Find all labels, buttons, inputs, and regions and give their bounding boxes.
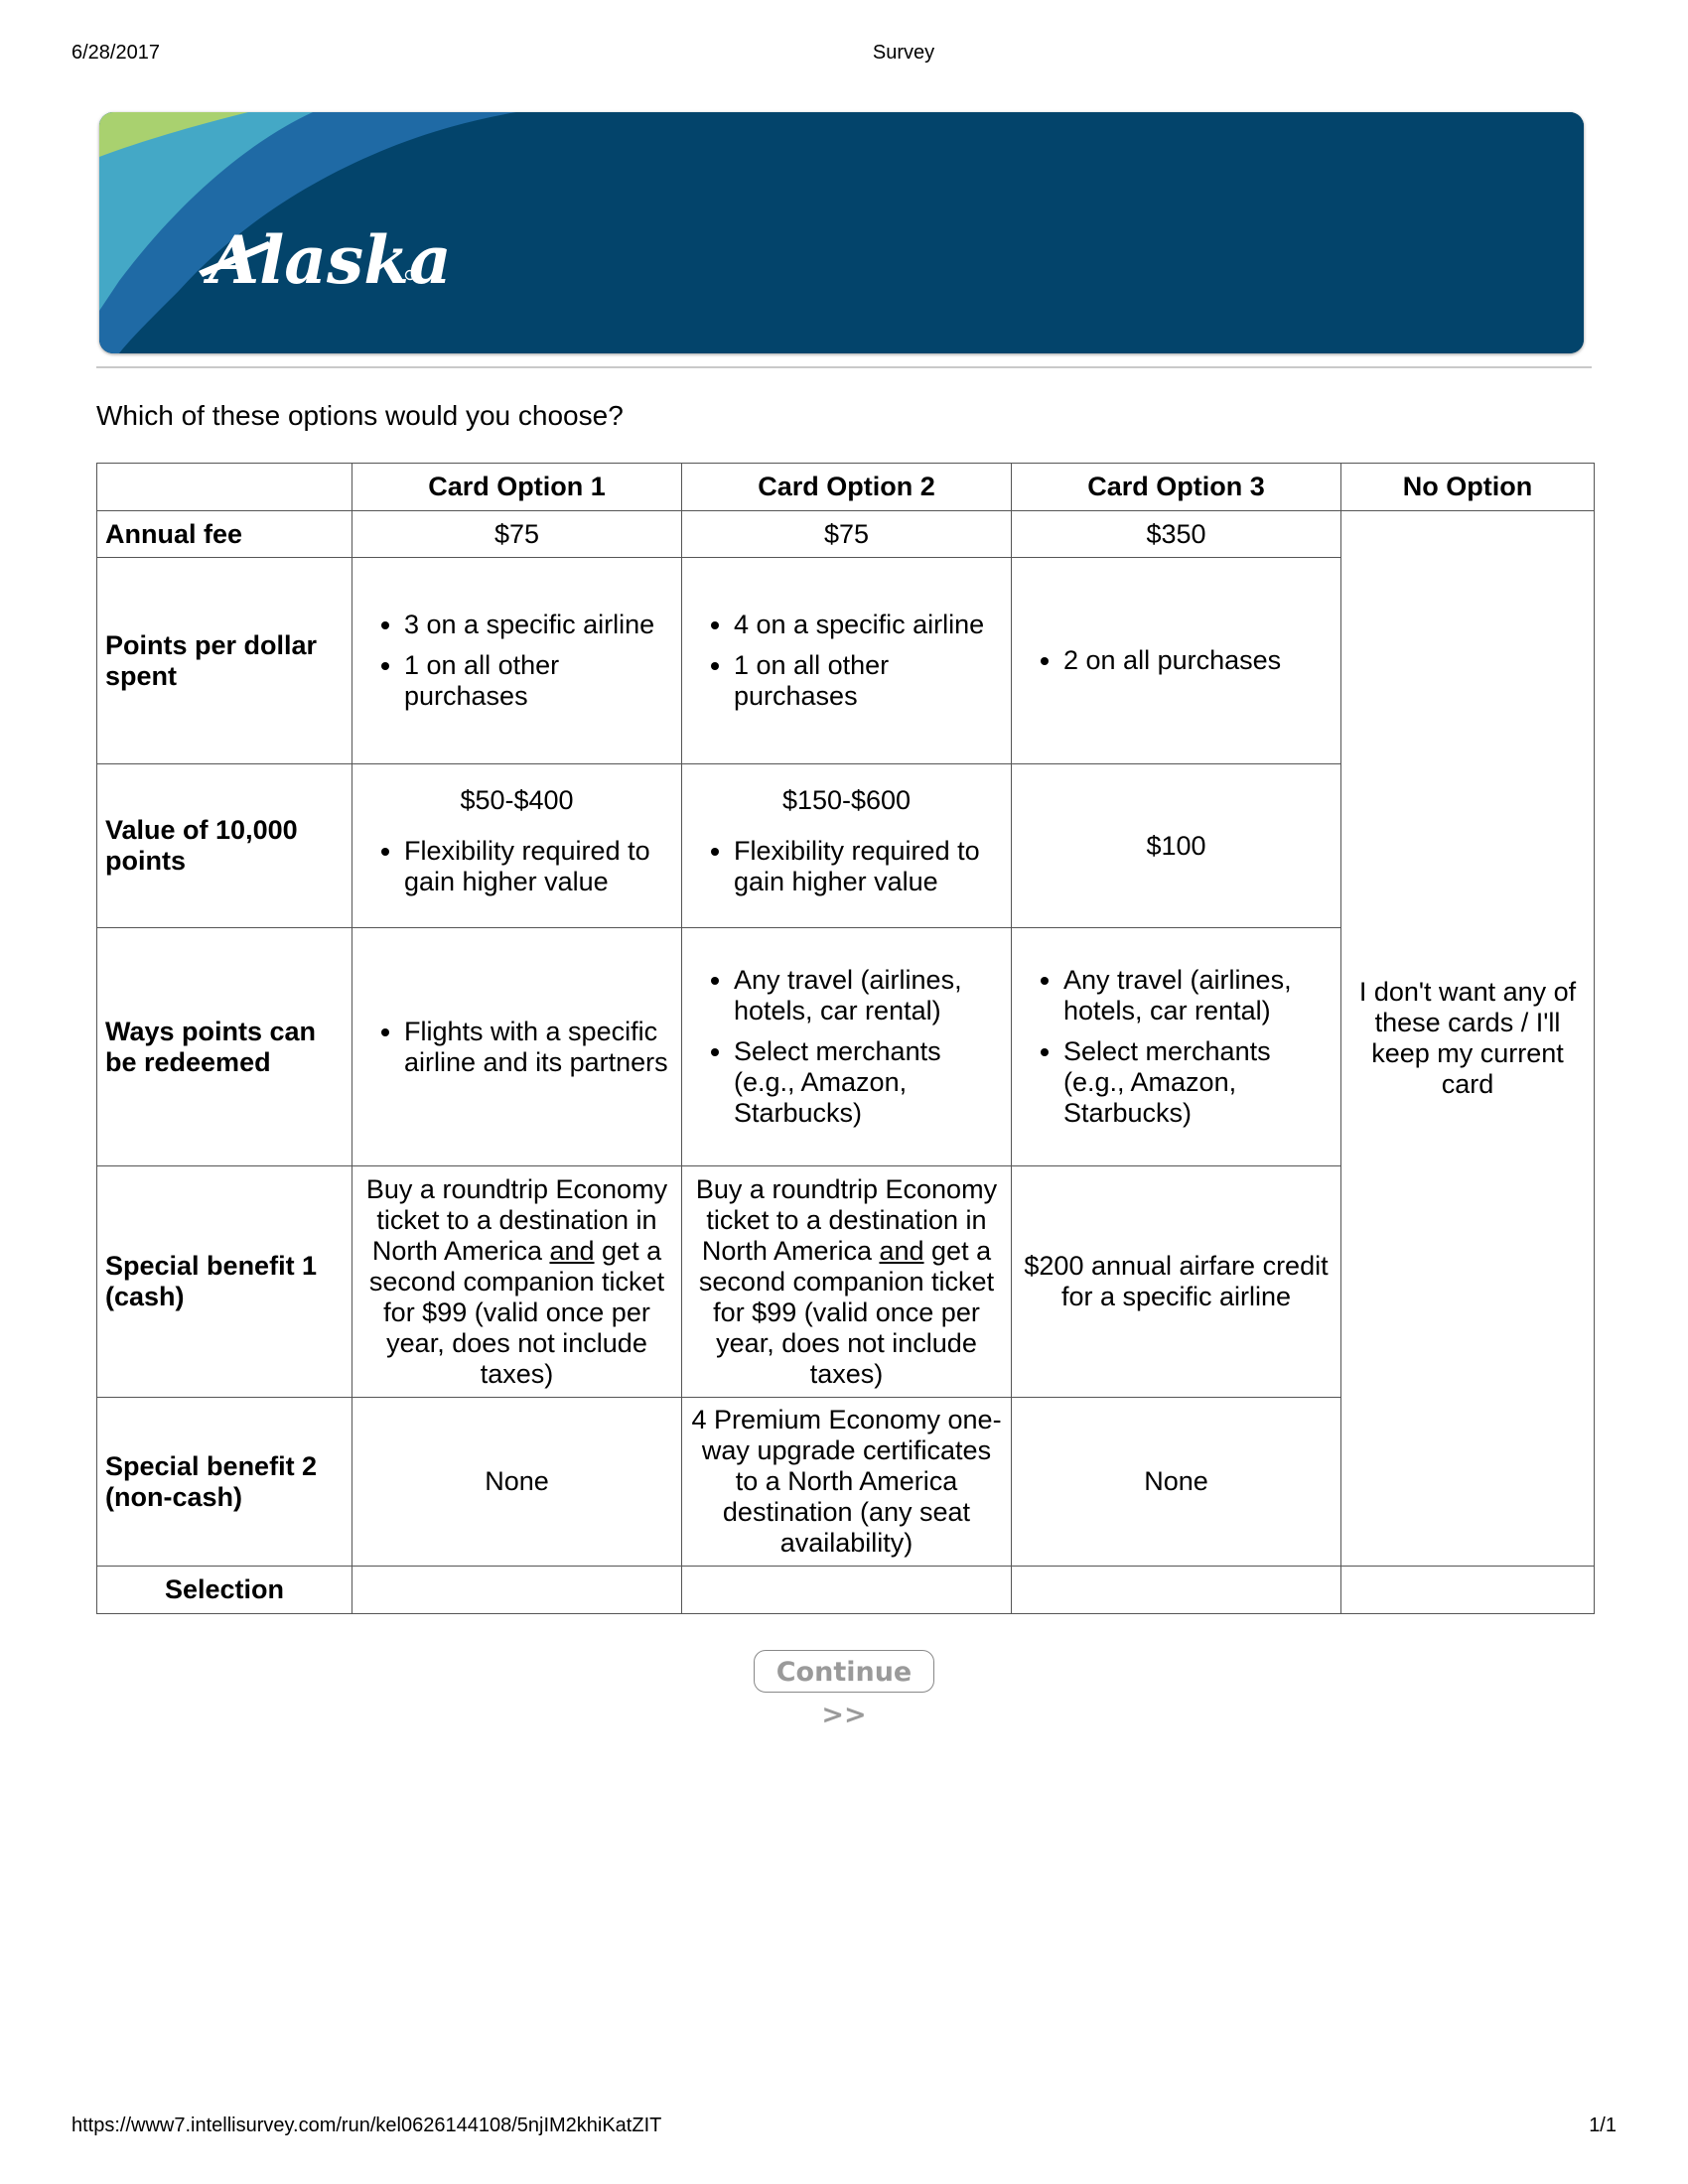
points-option-1	[352, 558, 682, 764]
benefit2-option-2: 4 Premium Economy one-way upgrade certificates to a North America destination (any seat availability)	[682, 1398, 1012, 1567]
benefit2-option-1: None	[352, 1398, 682, 1567]
header-card-option-3: Card Option 3	[1012, 464, 1341, 511]
header-blank	[97, 464, 352, 511]
benefit1-option-2	[682, 1166, 1012, 1398]
row-annual-fee	[97, 511, 1595, 558]
continue-button[interactable]: Continue >>	[754, 1650, 934, 1693]
row-label: Points per dollar spent	[97, 558, 352, 764]
banner-graphic	[99, 112, 1584, 353]
annual-fee-option-2: $75	[682, 511, 1012, 558]
alaska-logo	[199, 221, 452, 299]
row-label: Value of 10,000 points	[97, 764, 352, 928]
value-option-3: $100	[1012, 764, 1341, 928]
print-title: Survey	[872, 42, 935, 64]
list-item: • Any travel (airlines, hotels, car rental)	[734, 965, 1003, 1026]
no-option-cell: I don't want any of these cards / I'll keep my current card	[1341, 511, 1595, 1567]
benefit-text: Buy a roundtrip Economy ticket to a destination in North America	[695, 1173, 998, 1266]
select-option-2[interactable]	[682, 1567, 1012, 1614]
value-option-2	[682, 764, 1012, 928]
benefit2-option-3: None	[1012, 1398, 1341, 1567]
header-card-option-2: Card Option 2	[682, 464, 1012, 511]
benefit-text: get a second companion ticket for $99 (valid once per year, does not include taxes)	[368, 1235, 665, 1389]
row-label: Special benefit 1 (cash)	[97, 1166, 352, 1398]
header-no-option: No Option	[1341, 464, 1595, 511]
header-row	[97, 464, 1595, 511]
print-url: https://www7.intellisurvey.com/run/kel0626144108/5njIM2khiKatZIT	[71, 2115, 662, 2136]
list-item: • Flexibility required to gain higher value	[734, 836, 1003, 897]
list-item: • 1 on all other purchases	[734, 650, 1003, 712]
list-item: • Select merchants (e.g., Amazon, Starbucks)	[734, 1036, 1003, 1129]
select-option-3[interactable]	[1012, 1567, 1341, 1614]
question-text: Which of these options would you choose?	[96, 400, 624, 431]
benefit-emphasis: and	[879, 1235, 924, 1266]
redeem-option-2	[682, 928, 1012, 1166]
benefit-text: Buy a roundtrip Economy ticket to a destination in North America	[365, 1173, 668, 1266]
select-no-option[interactable]	[1341, 1567, 1595, 1614]
list-item: • Any travel (airlines, hotels, car rental)	[1063, 965, 1333, 1026]
annual-fee-option-1: $75	[352, 511, 682, 558]
header-card-option-1: Card Option 1	[352, 464, 682, 511]
value-option-1	[352, 764, 682, 928]
print-page-number: 1/1	[1589, 2115, 1617, 2136]
value-range: $150-$600	[781, 784, 912, 815]
card-options-table	[96, 463, 1595, 1614]
list-item: • 1 on all other purchases	[404, 650, 673, 712]
benefit-emphasis: and	[549, 1235, 595, 1266]
banner-divider	[96, 366, 1592, 368]
alaska-banner	[99, 112, 1584, 353]
points-option-2	[682, 558, 1012, 764]
alaska-logo-text: Alaska	[209, 221, 452, 299]
benefit1-option-3: $200 annual airfare credit for a specific airline	[1012, 1166, 1341, 1398]
row-label: Annual fee	[97, 511, 352, 558]
row-label: Special benefit 2 (non-cash)	[97, 1398, 352, 1567]
points-option-3	[1012, 558, 1341, 764]
select-option-1[interactable]	[352, 1567, 682, 1614]
list-item: • Flights with a specific airline and its partners	[404, 1017, 673, 1078]
print-date: 6/28/2017	[71, 42, 160, 64]
row-label: Selection	[97, 1567, 352, 1614]
benefit-text: get a second companion ticket for $99 (valid once per year, does not include taxes)	[698, 1235, 995, 1389]
row-selection	[97, 1567, 1595, 1614]
row-label: Ways points can be redeemed	[97, 928, 352, 1166]
list-item: • 3 on a specific airline	[404, 610, 673, 640]
value-range: $50-$400	[460, 784, 574, 815]
list-item: • Select merchants (e.g., Amazon, Starbucks)	[1063, 1036, 1333, 1129]
redeem-option-3	[1012, 928, 1341, 1166]
redeem-option-1	[352, 928, 682, 1166]
list-item: • 2 on all purchases	[1063, 645, 1333, 676]
list-item: • Flexibility required to gain higher value	[404, 836, 673, 897]
benefit1-option-1	[352, 1166, 682, 1398]
annual-fee-option-3: $350	[1012, 511, 1341, 558]
list-item: • 4 on a specific airline	[734, 610, 1003, 640]
